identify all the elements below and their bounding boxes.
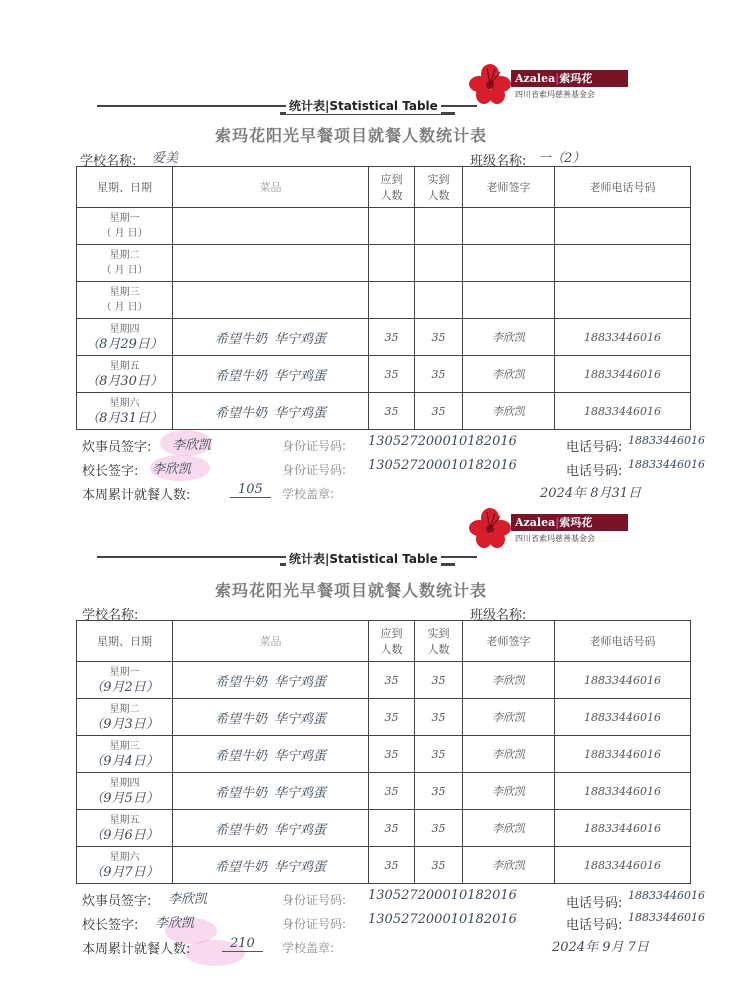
cook-phone-label: 电话号码: (566, 440, 623, 455)
expected-cell: 35 (369, 847, 415, 884)
header-date: 星期、日期 (77, 621, 173, 662)
actual-cell: 35 (415, 699, 463, 736)
header-date: 星期、日期 (77, 167, 173, 208)
table-header-row (77, 167, 691, 208)
principal-phone-label: 电话号码: (566, 918, 623, 933)
table-row (77, 736, 691, 773)
date-cell: 星期三 （9月4日） (77, 736, 173, 773)
date-cell: 星期一 （ 月 日） (77, 208, 173, 245)
phone-cell: 18833446016 (555, 319, 691, 356)
table-row (77, 699, 691, 736)
table-label: 统计表|Statistical Table (286, 550, 441, 567)
actual-cell: 35 (415, 356, 463, 393)
header-teacher: 老师签字 (463, 621, 555, 662)
phone-cell: 18833446016 (555, 393, 691, 430)
total-label: 本周累计就餐人数: (82, 488, 191, 503)
actual-cell: 35 (415, 847, 463, 884)
teacher-cell: 李欣凯 (463, 810, 555, 847)
attendance-table (76, 166, 691, 430)
azalea-logo (467, 62, 632, 104)
total-value: 105 (230, 482, 271, 498)
cook-label: 炊事员签字: (82, 894, 152, 909)
teacher-cell: 李欣凯 (463, 319, 555, 356)
date-cell: 星期四 （9月5日） (77, 773, 173, 810)
header-phone: 老师电话号码 (555, 167, 691, 208)
cook-id-value: 130527200010182016 (368, 434, 517, 449)
class-label: 班级名称: (470, 608, 527, 623)
total-value: 210 (222, 936, 263, 952)
header-menu: 菜品 (173, 167, 369, 208)
principal-id-value: 130527200010182016 (368, 458, 517, 473)
actual-cell (415, 282, 463, 319)
expected-cell: 35 (369, 810, 415, 847)
principal-signature: 李欣凯 (155, 916, 195, 931)
menu-cell: 希望牛奶 华宁鸡蛋 (173, 847, 369, 884)
teacher-cell (463, 282, 555, 319)
expected-cell (369, 208, 415, 245)
menu-cell: 希望牛奶 华宁鸡蛋 (173, 393, 369, 430)
cook-phone-value: 18833446016 (628, 434, 705, 447)
teacher-cell (463, 245, 555, 282)
actual-cell: 35 (415, 319, 463, 356)
total-label: 本周累计就餐人数: (82, 942, 191, 957)
principal-id-value: 130527200010182016 (368, 912, 517, 927)
table-row (77, 319, 691, 356)
seal-label: 学校盖章: (282, 941, 335, 955)
expected-cell: 35 (369, 662, 415, 699)
date-cell: 星期三 （ 月 日） (77, 282, 173, 319)
teacher-cell: 李欣凯 (463, 393, 555, 430)
teacher-cell: 李欣凯 (463, 736, 555, 773)
principal-label: 校长签字: (82, 918, 139, 933)
header-menu: 菜品 (173, 621, 369, 662)
form-title: 索玛花阳光早餐项目就餐人数统计表 (215, 581, 488, 600)
date-cell: 星期六 （9月7日） (77, 847, 173, 884)
phone-cell: 18833446016 (555, 736, 691, 773)
logo-org: 四川省索玛慈善基金会 (515, 90, 595, 99)
form-sheet-2 (0, 500, 750, 1000)
menu-cell: 希望牛奶 华宁鸡蛋 (173, 356, 369, 393)
school-value: 爱美 (152, 151, 179, 166)
menu-cell: 希望牛奶 华宁鸡蛋 (173, 662, 369, 699)
table-row (77, 245, 691, 282)
cook-phone-value: 18833446016 (628, 889, 705, 902)
date-cell: 星期二 （9月3日） (77, 699, 173, 736)
actual-cell: 35 (415, 736, 463, 773)
phone-cell (555, 208, 691, 245)
cook-label: 炊事员签字: (82, 440, 152, 455)
table-row (77, 847, 691, 884)
cook-id-label: 身份证号码: (282, 893, 347, 907)
actual-cell: 35 (415, 662, 463, 699)
menu-cell (173, 282, 369, 319)
principal-id-label: 身份证号码: (282, 917, 347, 931)
header-actual: 实到 人数 (415, 167, 463, 208)
seal-label: 学校盖章: (282, 487, 335, 501)
header-expected: 应到 人数 (369, 167, 415, 208)
actual-cell (415, 245, 463, 282)
teacher-cell: 李欣凯 (463, 662, 555, 699)
menu-cell: 希望牛奶 华宁鸡蛋 (173, 773, 369, 810)
class-label: 班级名称: (470, 154, 527, 169)
expected-cell: 35 (369, 736, 415, 773)
cook-id-value: 130527200010182016 (368, 888, 517, 903)
date-cell: 星期二 （ 月 日） (77, 245, 173, 282)
principal-phone-value: 18833446016 (628, 911, 705, 924)
sign-date: 2024年 8月31日 (540, 486, 642, 501)
actual-cell: 35 (415, 810, 463, 847)
school-label: 学校名称: (80, 154, 137, 169)
teacher-cell: 李欣凯 (463, 847, 555, 884)
principal-label: 校长签字: (82, 464, 139, 479)
actual-cell: 35 (415, 393, 463, 430)
logo-org: 四川省索玛慈善基金会 (515, 534, 595, 543)
table-row (77, 662, 691, 699)
phone-cell (555, 282, 691, 319)
table-row (77, 773, 691, 810)
expected-cell: 35 (369, 319, 415, 356)
logo-band: Azalea|索玛花 (511, 514, 628, 531)
expected-cell: 35 (369, 773, 415, 810)
expected-cell: 35 (369, 393, 415, 430)
azalea-logo (467, 506, 632, 548)
teacher-cell: 李欣凯 (463, 356, 555, 393)
date-cell: 星期六 （8月31日） (77, 393, 173, 430)
phone-cell: 18833446016 (555, 662, 691, 699)
expected-cell (369, 282, 415, 319)
school-label: 学校名称: (82, 608, 139, 623)
form-title: 索玛花阳光早餐项目就餐人数统计表 (215, 126, 488, 145)
cook-id-label: 身份证号码: (282, 439, 347, 453)
menu-cell: 希望牛奶 华宁鸡蛋 (173, 319, 369, 356)
date-cell: 星期一 （9月2日） (77, 662, 173, 699)
phone-cell (555, 245, 691, 282)
azalea-flower-icon (467, 506, 513, 550)
header-actual: 实到 人数 (415, 621, 463, 662)
menu-cell: 希望牛奶 华宁鸡蛋 (173, 736, 369, 773)
sign-date: 2024年 9月 7日 (552, 940, 649, 955)
menu-cell (173, 245, 369, 282)
table-row (77, 356, 691, 393)
table-header-row (77, 621, 691, 662)
menu-cell: 希望牛奶 华宁鸡蛋 (173, 810, 369, 847)
menu-cell: 希望牛奶 华宁鸡蛋 (173, 699, 369, 736)
phone-cell: 18833446016 (555, 356, 691, 393)
teacher-cell: 李欣凯 (463, 773, 555, 810)
principal-signature: 李欣凯 (152, 462, 192, 477)
table-label: 统计表|Statistical Table (286, 97, 441, 114)
table-row (77, 810, 691, 847)
header-phone: 老师电话号码 (555, 621, 691, 662)
cook-phone-label: 电话号码: (566, 896, 623, 911)
phone-cell: 18833446016 (555, 773, 691, 810)
principal-id-label: 身份证号码: (282, 463, 347, 477)
attendance-table (76, 620, 691, 884)
azalea-flower-icon (467, 62, 513, 106)
actual-cell: 35 (415, 773, 463, 810)
date-cell: 星期四 （8月29日） (77, 319, 173, 356)
logo-band: Azalea|索玛花 (511, 70, 628, 87)
table-row (77, 393, 691, 430)
teacher-cell (463, 208, 555, 245)
header-expected: 应到 人数 (369, 621, 415, 662)
table-row (77, 282, 691, 319)
phone-cell: 18833446016 (555, 699, 691, 736)
menu-cell (173, 208, 369, 245)
expected-cell (369, 245, 415, 282)
teacher-cell: 李欣凯 (463, 699, 555, 736)
expected-cell: 35 (369, 356, 415, 393)
cook-signature: 李欣凯 (168, 892, 208, 907)
principal-phone-value: 18833446016 (628, 458, 705, 471)
principal-phone-label: 电话号码: (566, 464, 623, 479)
expected-cell: 35 (369, 699, 415, 736)
date-cell: 星期五 （8月30日） (77, 356, 173, 393)
class-value: 一（2） (538, 151, 586, 166)
cook-signature: 李欣凯 (172, 438, 212, 453)
date-cell: 星期五 （9月6日） (77, 810, 173, 847)
phone-cell: 18833446016 (555, 810, 691, 847)
table-row (77, 208, 691, 245)
phone-cell: 18833446016 (555, 847, 691, 884)
actual-cell (415, 208, 463, 245)
header-teacher: 老师签字 (463, 167, 555, 208)
